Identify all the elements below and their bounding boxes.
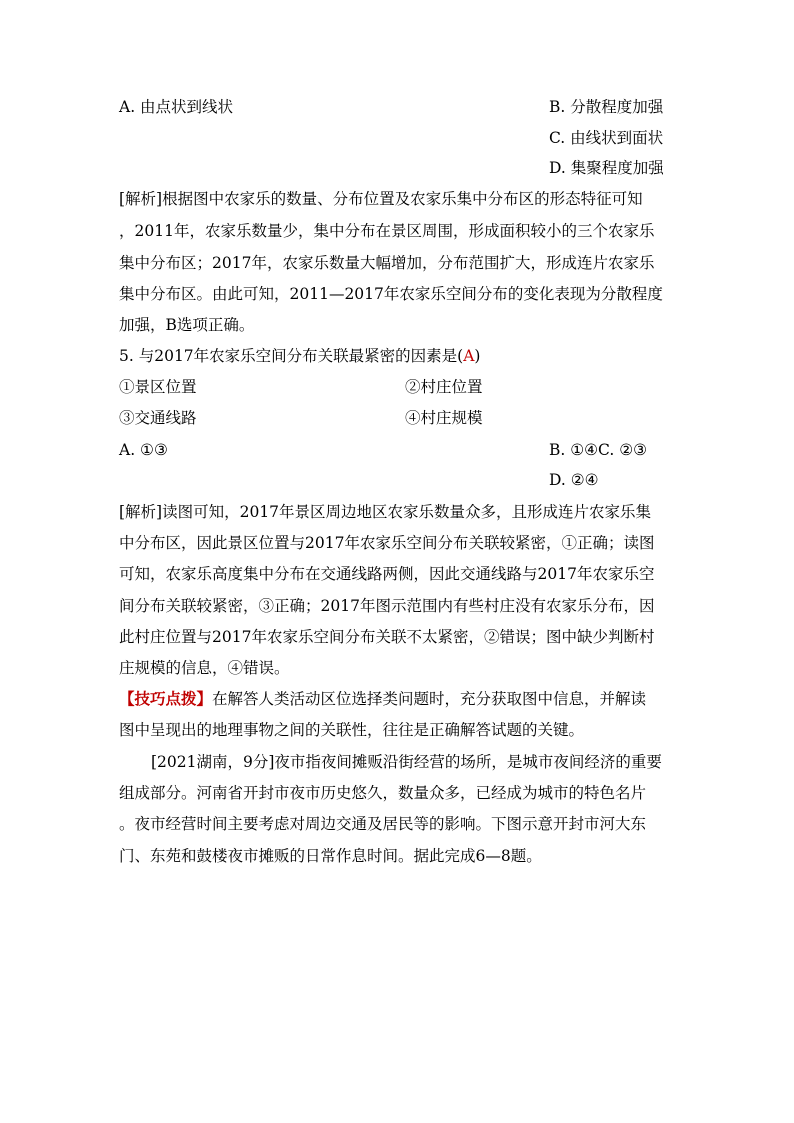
q5-option-bc: B. ①④C. ②③ (549, 441, 647, 459)
q5-answer: A (463, 347, 475, 365)
q5-stem-prefix: 5. 与2017年农家乐空间分布关联最紧密的因素是( (119, 347, 464, 365)
q5-analysis-line: 此村庄位置与2017年农家乐空间分布关联不太紧密，②错误；图中缺少判断村 (119, 628, 655, 646)
q4-option-a: A. 由点状到线状 (119, 98, 234, 116)
tip-line-2: 图中呈现出的地理事物之间的关联性，往往是正确解答试题的关键。 (119, 721, 585, 739)
q4-analysis-line: [解析]根据图中农家乐的数量、分布位置及农家乐集中分布区的形态特征可知 (119, 190, 643, 208)
q4-analysis-line: ，2011年，农家乐数量少，集中分布在景区周围，形成面积较小的三个农家乐 (119, 222, 655, 240)
q4-option-b: B. 分散程度加强 (549, 98, 664, 116)
passage-line: 。夜市经营时间主要考虑对周边交通及居民等的影响。下图示意开封市河大东 (119, 815, 647, 833)
q5-item-3: ③交通线路 (119, 409, 197, 427)
q5-stem (119, 346, 480, 366)
q4-option-c: C. 由线状到面状 (549, 129, 664, 147)
tip-line-1 (119, 689, 646, 709)
q4-option-d: D. 集聚程度加强 (549, 159, 664, 177)
passage-line: 组成部分。河南省开封市夜市历史悠久，数量众多，已经成为城市的特色名片 (119, 784, 647, 802)
passage-line: [2021湖南，9分]夜市指夜间摊贩沿街经营的场所，是城市夜间经济的重要 (151, 753, 662, 771)
q5-analysis-line: [解析]读图可知，2017年景区周边地区农家乐数量众多，且形成连片农家乐集 (119, 503, 652, 521)
tip-label: 【技巧点拨】 (119, 689, 213, 708)
q5-analysis-line: 中分布区，因此景区位置与2017年农家乐空间分布关联较紧密，①正确；读图 (119, 534, 655, 552)
q5-item-1: ①景区位置 (119, 378, 197, 396)
q4-analysis-line: 加强，B选项正确。 (119, 316, 255, 334)
q5-analysis-line: 庄规模的信息，④错误。 (119, 659, 290, 677)
q5-stem-suffix: ) (474, 347, 481, 365)
q4-analysis-line: 集中分布区。由此可知，2011—2017年农家乐空间分布的变化表现为分散程度 (119, 285, 663, 303)
q4-analysis-line: 集中分布区；2017年，农家乐数量大幅增加，分布范围扩大，形成连片农家乐 (119, 254, 655, 272)
q5-item-4: ④村庄规模 (405, 409, 483, 427)
q5-option-d: D. ②④ (549, 471, 599, 489)
q5-analysis-line: 可知，农家乐高度集中分布在交通线路两侧，因此交通线路与2017年农家乐空 (119, 565, 655, 583)
q5-analysis-line: 间分布关联较紧密，③正确；2017年图示范围内有些村庄没有农家乐分布，因 (119, 597, 655, 615)
tip-text: 在解答人类活动区位选择类问题时，充分获取图中信息，并解读 (212, 690, 647, 708)
q5-item-2: ②村庄位置 (405, 378, 483, 396)
passage-line: 门、东苑和鼓楼夜市摊贩的日常作息时间。据此完成6—8题。 (119, 847, 542, 865)
q5-option-a: A. ①③ (119, 441, 168, 459)
